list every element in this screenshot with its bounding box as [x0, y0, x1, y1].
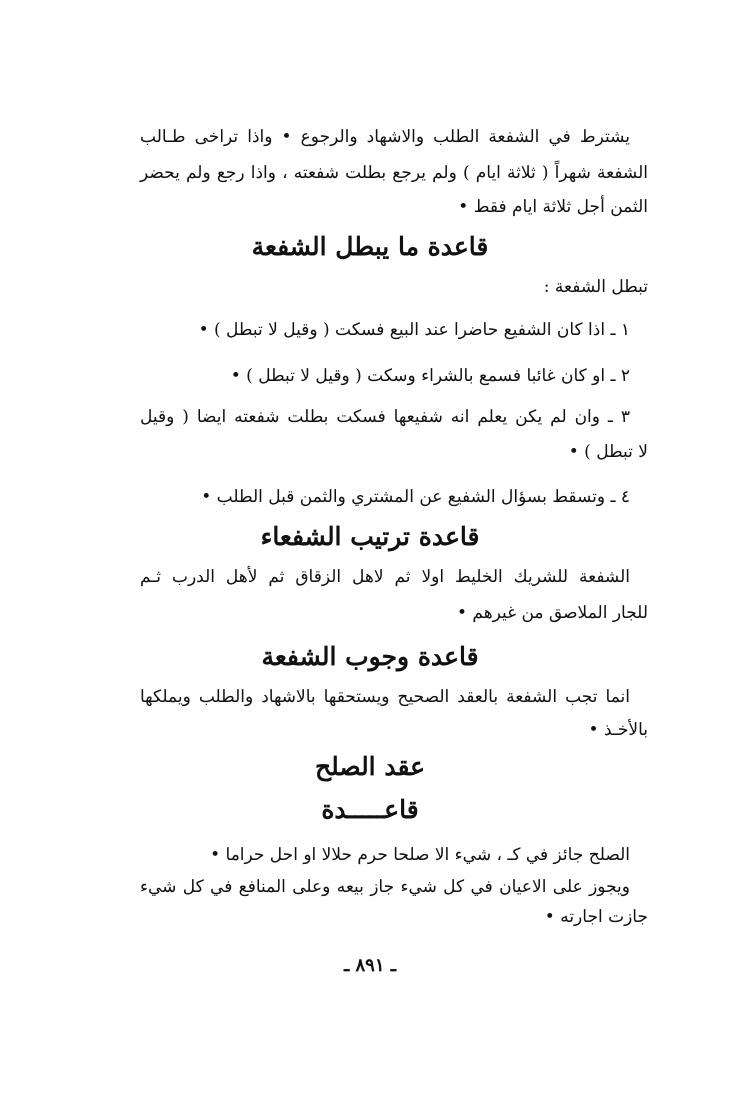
invalidation-item-1: ١ ـ اذا كان الشفيع حاضرا عند البيع فسكت ( وقيل لا تبطل ) • [198, 320, 630, 340]
heading-invalidation-rule: قاعدة ما يبطل الشفعة [251, 232, 489, 261]
page-number: ـ ٨٩١ ـ [343, 955, 397, 976]
invalidation-lead: تبطل الشفعة : [543, 277, 648, 297]
settlement-line-3: جازت اجارته • [544, 907, 648, 927]
invalidation-item-3-line-1: ٣ ـ وان لم يكن يعلم انه شفيعها فسكت بطلت شفعته ايضا ( وقيل [140, 407, 631, 427]
invalidation-item-4: ٤ ـ وتسقط بسؤال الشفيع عن المشتري والثمن قبل الطلب • [201, 487, 630, 507]
intro-line-2: الشفعة شهراً ( ثلاثة ايام ) ولم يرجع بطلت شفعته ، واذا رجع ولم يحضر [140, 163, 648, 183]
settlement-line-1: الصلح جائز في كـ ، شيء الا صلحا حرم حلالا او احل حراما • [210, 845, 630, 865]
heading-settlement-contract: عقد الصلح [314, 752, 426, 781]
heading-order-rule: قاعدة ترتيب الشفعاء [260, 522, 480, 551]
invalidation-item-2: ٢ ـ او كان غائبا فسمع بالشراء وسكت ( وقيل لا تبطل ) • [230, 366, 630, 386]
heading-obligation-rule: قاعدة وجوب الشفعة [261, 642, 479, 671]
intro-line-3: الثمن أجل ثلاثة ايام فقط • [458, 197, 648, 217]
invalidation-item-3-line-2: لا تبطل ) • [568, 442, 648, 462]
order-line-2: للجار الملاصق من غيرهم • [456, 603, 648, 623]
settlement-line-2: ويجوز على الاعيان في كل شيء جاز بيعه وعلى المنافع في كل شيء [140, 877, 630, 897]
obligation-line-1: انما تجب الشفعة بالعقد الصحيح ويستحقها بالاشهاد والطلب ويملكها [140, 687, 630, 707]
intro-line-1: يشترط في الشفعة الطلب والاشهاد والرجوع • واذا تراخى طـالب [140, 127, 630, 147]
order-line-1: الشفعة للشريك الخليط اولا ثم لاهل الزقاق ثم لأهل الدرب ثـم [140, 567, 630, 587]
obligation-line-2: بالأخـذ • [588, 720, 648, 740]
heading-rule: قاعـــــدة [321, 795, 419, 824]
